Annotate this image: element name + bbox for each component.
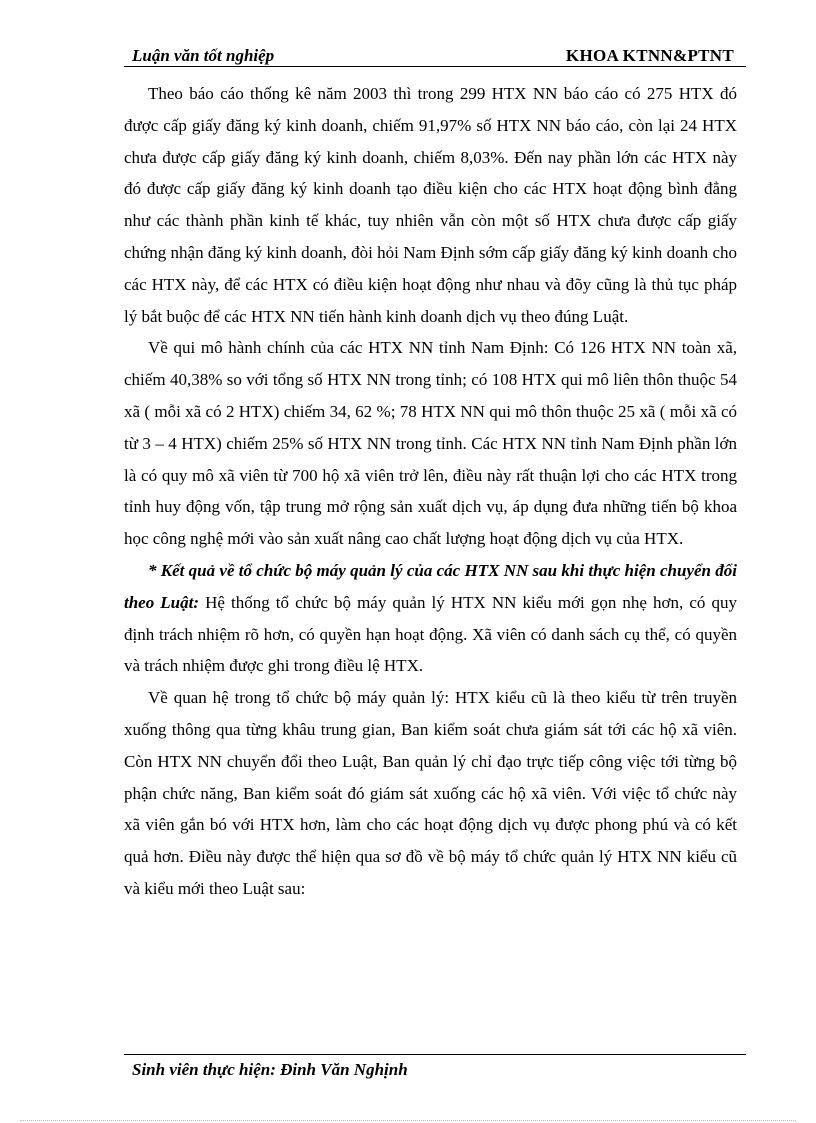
page-body <box>124 78 737 905</box>
paragraph-scale: Về qui mô hành chính của các HTX NN tỉnh Nam Định: Có 126 HTX NN toàn xã, chiếm 40,38% so với tổng số HTX NN trong tỉnh; có 108 HTX qui mô liên thôn thuộc 54 xã ( mỗi xã có 2 HTX) chiếm 34, 62 %; 78 HTX NN qui mô thôn thuộc 25 xã ( mỗi xã có từ 3 – 4 HTX) chiếm 25% số HTX NN trong tỉnh. Các HTX NN tỉnh Nam Định phần lớn là có quy mô xã viên từ 700 hộ xã viên trở lên, điều này rất thuận lợi cho các HTX trong tỉnh huy động vốn, tập trung mở rộng sản xuất dịch vụ, áp dụng đưa những tiến bộ khoa học công nghệ mới vào sản xuất nâng cao chất lượng hoạt động dịch vụ của HTX. <box>124 338 737 549</box>
page-bottom-divider <box>20 1120 796 1121</box>
footer-author: Sinh viên thực hiện: Đinh Văn Nghịnh <box>132 1060 408 1079</box>
footer-divider <box>124 1054 746 1055</box>
paragraph-registration: Theo báo cáo thống kê năm 2003 thì trong 299 HTX NN báo cáo có 275 HTX đó được cấp giấy đăng ký kinh doanh, chiếm 91,97% số HTX NN báo cáo, còn lại 24 HTX chưa được cấp giấy đăng ký kinh doanh, chiếm 8,03%. Đến nay phần lớn các HTX này đó được cấp giấy đăng ký kinh doanh tạo điều kiện cho các HTX hoạt động bình đẳng như các thành phần kinh tế khác, tuy nhiên vẫn còn một số HTX chưa được cấp giấy chứng nhận đăng ký kinh doanh, đòi hỏi Nam Định sớm cấp giấy đăng ký kinh doanh cho các HTX này, để các HTX có điều kiện hoạt động như nhau và đõy cũng là thủ tục pháp lý bắt buộc để các HTX NN tiến hành kinh doanh dịch vụ theo đúng Luật. <box>124 84 737 326</box>
page-header <box>124 44 746 67</box>
section-text: Hệ thống tổ chức bộ máy quản lý HTX NN kiểu mới gọn nhẹ hơn, có quy định trách nhiệm rõ hơn, có quyền hạn hoạt động. Xã viên có danh sách cụ thể, có quyền và trách nhiệm được ghi trong điều lệ HTX. <box>124 592 737 676</box>
header-faculty: KHOA KTNN&PTNT <box>565 46 734 65</box>
paragraph-relations: Về quan hệ trong tổ chức bộ máy quản lý: HTX kiểu cũ là theo kiểu từ trên truyền xuống thông qua từng khâu trung gian, Ban kiểm soát chưa giám sát tới các hộ xã viên. Còn HTX NN chuyển đổi theo Luật, Ban quản lý chỉ đạo trực tiếp công việc tới từng bộ phận chức năng, Ban kiểm soát đó giám sát xuống các hộ xã viên. Với việc tổ chức này xã viên gắn bó với HTX hơn, làm cho các hoạt động dịch vụ được phong phú và có kết quả hơn. Điều này được thể hiện qua sơ đồ về bộ máy tổ chức quản lý HTX NN kiểu cũ và kiểu mới theo Luật sau: <box>124 688 737 898</box>
header-thesis-title: Luận văn tốt nghiệp <box>132 46 275 65</box>
section-lead: * Kết quả về tổ chức bộ máy quản lý của các HTX NN sau khi thực hiện chuyển đổi theo Luật: <box>124 560 737 612</box>
paragraph-management-results <box>124 555 737 682</box>
